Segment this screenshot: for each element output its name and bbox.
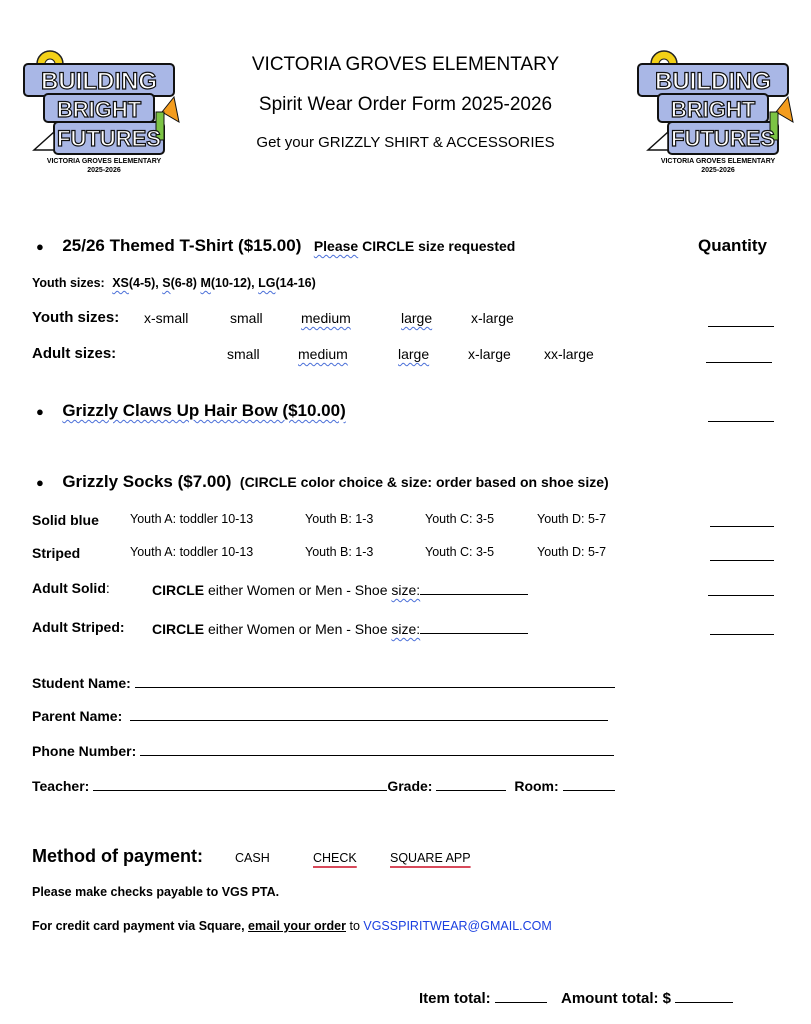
logo-year: 2025-2026 <box>701 167 735 172</box>
shoe-size-line[interactable] <box>420 580 528 595</box>
qty-line-bow[interactable] <box>708 421 774 422</box>
shoe-size-line[interactable] <box>420 619 528 634</box>
youth-row-label: Youth sizes: <box>32 309 120 326</box>
student-name-row <box>32 673 615 691</box>
phone-number-field[interactable] <box>140 741 614 756</box>
youth-option-medium[interactable]: medium <box>301 310 351 326</box>
size-range: (14-16) <box>275 276 316 290</box>
bullet: ● <box>36 239 44 254</box>
student-name-field[interactable] <box>135 673 615 688</box>
qty-line-solid-blue[interactable] <box>710 526 774 527</box>
teacher-row <box>32 776 615 794</box>
logo-line3: FUTURES <box>57 126 161 151</box>
adult-option-xlarge[interactable]: x-large <box>468 346 511 362</box>
qty-line-adult-solid[interactable] <box>708 595 774 596</box>
circle-instruction: CIRCLE size requested <box>358 238 516 254</box>
adult-striped-instruction <box>152 619 528 637</box>
sock-option-youth-c[interactable]: Youth C: 3-5 <box>425 512 495 526</box>
email-link[interactable]: VGSSPIRITWEAR@GMAIL.COM <box>363 919 552 933</box>
credit-prefix: For credit card payment via Square, <box>32 919 249 933</box>
either-text: either Women or Men - Shoe <box>204 621 392 637</box>
socks-heading <box>36 472 609 492</box>
size-range: (4-5), <box>128 276 163 290</box>
payment-label: Method of payment: <box>32 846 203 866</box>
parent-name-row <box>32 706 608 724</box>
youth-option-large[interactable]: large <box>401 310 433 326</box>
payment-option-cash[interactable]: CASH <box>235 851 270 865</box>
form-title: Spirit Wear Order Form 2025-2026 <box>258 94 553 115</box>
adult-option-small[interactable]: small <box>227 346 260 362</box>
socks-title: Grizzly Socks ($7.00) <box>62 472 232 491</box>
qty-line-adult-striped[interactable] <box>710 634 774 635</box>
checks-note: Please make checks payable to VGS PTA. <box>32 885 280 899</box>
bullet: ● <box>36 475 44 490</box>
sock-option-youth-d[interactable]: Youth D: 5-7 <box>537 545 607 559</box>
credit-card-note <box>32 919 552 933</box>
grade-field[interactable] <box>436 776 506 791</box>
adult-row-label: Adult sizes: <box>32 345 117 362</box>
youth-option-small[interactable]: small <box>230 310 263 326</box>
room-label: Room: <box>514 778 559 794</box>
item-total-field[interactable] <box>495 988 547 1003</box>
email-your-order: email your order <box>248 919 346 933</box>
phone-number-row <box>32 741 614 759</box>
parent-name-field[interactable] <box>130 706 608 721</box>
logo-year: 2025-2026 <box>87 167 121 172</box>
logo-line1: BUILDING <box>41 68 157 95</box>
payment-option-check[interactable]: CHECK <box>313 851 357 865</box>
parent-name-label: Parent Name: <box>32 708 123 724</box>
colon: : <box>105 580 110 596</box>
logo-line3: FUTURES <box>671 126 775 151</box>
bow-title: Grizzly Claws Up Hair Bow ($10.00) <box>62 401 346 420</box>
youth-option-xlarge[interactable]: x-large <box>471 310 514 326</box>
form-subtitle: Get your GRIZZLY SHIRT & ACCESSORIES <box>256 134 555 151</box>
adult-striped-row <box>32 619 125 635</box>
qty-line-adult[interactable] <box>706 362 772 363</box>
school-name: VICTORIA GROVES ELEMENTARY <box>251 54 560 75</box>
size-word: size: <box>391 621 421 637</box>
logo-line1: BUILDING <box>655 68 771 95</box>
logo-line2: BRIGHT <box>56 97 142 122</box>
adult-solid-row <box>32 580 110 596</box>
size-range: (10-12), <box>210 276 259 290</box>
bullet: ● <box>36 404 44 419</box>
qty-line-youth[interactable] <box>708 326 774 327</box>
circle-word: CIRCLE <box>152 582 205 598</box>
logo-line2: BRIGHT <box>670 97 756 122</box>
sock-option-youth-b[interactable]: Youth B: 1-3 <box>305 512 374 526</box>
youth-sizes-label: Youth sizes: <box>32 276 105 290</box>
qty-line-striped[interactable] <box>710 560 774 561</box>
socks-note: (CIRCLE color choice & size: order based on shoe size) <box>239 474 609 490</box>
circle-word: CIRCLE <box>152 621 205 637</box>
size-word: size: <box>391 582 421 598</box>
adult-solid-label: Adult Solid <box>32 580 106 596</box>
sock-option-youth-c[interactable]: Youth C: 3-5 <box>425 545 495 559</box>
adult-striped-label: Adult Striped <box>32 619 120 635</box>
sock-option-youth-a[interactable]: Youth A: toddler 10-13 <box>130 512 254 526</box>
adult-option-medium[interactable]: medium <box>298 346 348 362</box>
square-app-text: SQUARE APP <box>390 851 471 865</box>
colon: : <box>119 619 125 635</box>
adult-option-large[interactable]: large <box>398 346 430 362</box>
size-code: S <box>162 276 171 290</box>
logo-school: VICTORIA GROVES ELEMENTARY <box>46 158 162 165</box>
either-text: either Women or Men - Shoe <box>204 582 392 598</box>
phone-number-label: Phone Number: <box>32 743 137 759</box>
amount-total-field[interactable] <box>675 988 733 1003</box>
tshirt-heading <box>36 236 515 256</box>
sock-row-label: Striped <box>32 545 81 561</box>
size-code: LG <box>258 276 276 290</box>
sock-option-youth-b[interactable]: Youth B: 1-3 <box>305 545 374 559</box>
teacher-field[interactable] <box>93 776 387 791</box>
sock-option-youth-a[interactable]: Youth A: toddler 10-13 <box>130 545 254 559</box>
tshirt-title: 25/26 Themed T-Shirt ($15.00) <box>62 236 302 255</box>
logo-school: VICTORIA GROVES ELEMENTARY <box>660 158 776 165</box>
room-field[interactable] <box>563 776 615 791</box>
teacher-label: Teacher: <box>32 778 90 794</box>
youth-size-codes <box>32 276 316 290</box>
grade-label: Grade: <box>387 778 433 794</box>
student-name-label: Student Name: <box>32 675 131 691</box>
size-code: M <box>200 276 211 290</box>
credit-to: to <box>346 919 364 933</box>
size-code: XS <box>112 276 129 290</box>
amount-total-label: Amount total: $ <box>561 990 672 1007</box>
payment-option-square[interactable] <box>390 851 471 865</box>
totals-row <box>419 988 733 1007</box>
sock-row-label: Solid blue <box>32 512 99 528</box>
sock-option-youth-d[interactable]: Youth D: 5-7 <box>537 512 607 526</box>
adult-solid-instruction <box>152 580 528 598</box>
please-word: Please <box>313 238 359 254</box>
bow-heading <box>36 401 346 421</box>
youth-option-xsmall[interactable]: x-small <box>144 310 189 326</box>
item-total-label: Item total: <box>419 990 491 1007</box>
adult-option-xxlarge[interactable]: xx-large <box>544 346 594 362</box>
quantity-header: Quantity <box>698 236 767 255</box>
size-range: (6-8) <box>170 276 201 290</box>
